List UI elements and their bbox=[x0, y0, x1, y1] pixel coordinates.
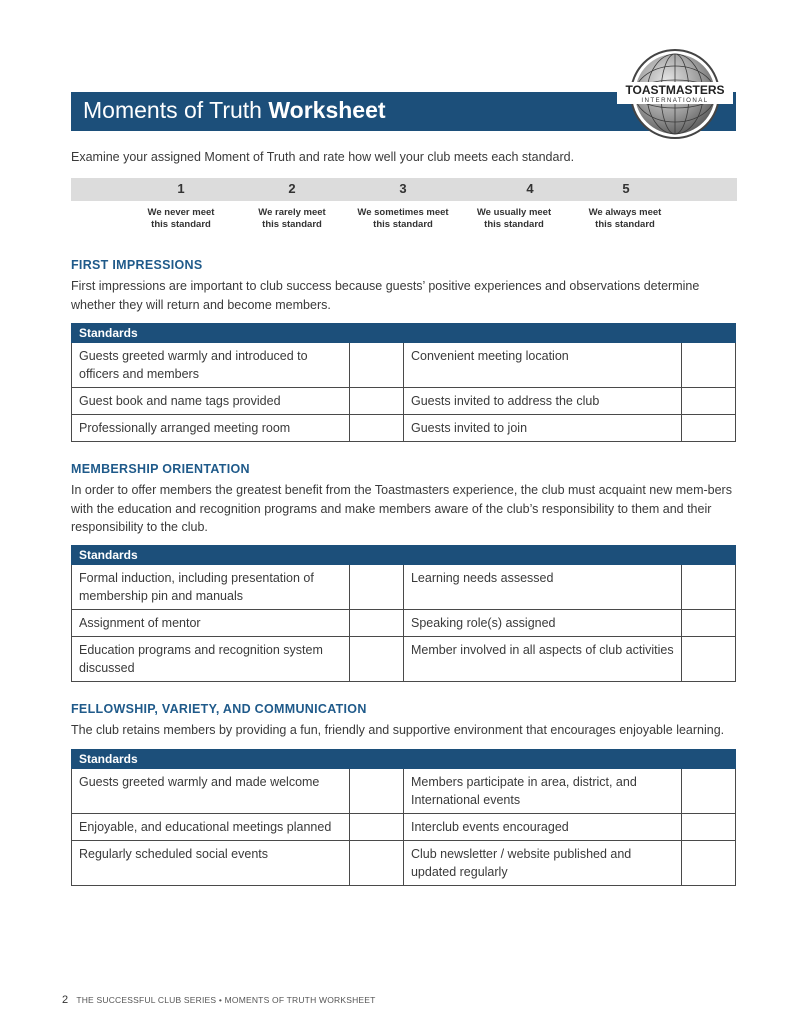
logo-subtext: INTERNATIONAL bbox=[641, 97, 709, 104]
standard-cell: Professionally arranged meeting room bbox=[72, 415, 350, 442]
table-row bbox=[72, 415, 736, 442]
table-header: Standards bbox=[72, 324, 736, 343]
rating-box[interactable] bbox=[349, 388, 403, 415]
table-row bbox=[72, 769, 736, 814]
standard-cell: Regularly scheduled social events bbox=[72, 841, 350, 886]
table-header: Standards bbox=[72, 750, 736, 769]
standards-table-first-impressions bbox=[71, 323, 736, 442]
rating-box[interactable] bbox=[349, 343, 403, 388]
rating-box[interactable] bbox=[681, 610, 735, 637]
scale-description: We sometimes meet this standard bbox=[357, 207, 449, 230]
section-description: First impressions are important to club success because guests’ positive experiences and observations determine whether they will return and become members. bbox=[71, 279, 700, 312]
standard-cell: Learning needs assessed bbox=[403, 565, 681, 610]
scale-description: We rarely meet this standard bbox=[258, 207, 326, 230]
scale-number: 5 bbox=[622, 181, 630, 196]
section-description: The club retains members by providing a fun, friendly and supportive environment that encourages enjoyable learning. bbox=[71, 723, 725, 737]
standard-cell: Interclub events encouraged bbox=[403, 814, 681, 841]
rating-box[interactable] bbox=[349, 637, 403, 682]
table-row bbox=[72, 565, 736, 610]
scale-number: 1 bbox=[177, 181, 185, 196]
rating-box[interactable] bbox=[349, 610, 403, 637]
standard-cell: Assignment of mentor bbox=[72, 610, 350, 637]
standard-cell: Enjoyable, and educational meetings planned bbox=[72, 814, 350, 841]
standard-cell: Members participate in area, district, and International events bbox=[403, 769, 681, 814]
table-row bbox=[72, 610, 736, 637]
scale-description: We usually meet this standard bbox=[476, 207, 552, 230]
table-row bbox=[72, 388, 736, 415]
page-title: Moments of Truth Worksheet bbox=[83, 97, 386, 123]
rating-box[interactable] bbox=[349, 814, 403, 841]
rating-box[interactable] bbox=[681, 841, 735, 886]
toastmasters-logo bbox=[617, 48, 733, 140]
section-heading-first-impressions: FIRST IMPRESSIONS bbox=[71, 258, 203, 272]
standard-cell: Formal induction, including presentation of membership pin and manuals bbox=[72, 565, 350, 610]
standard-cell: Guests greeted warmly and made welcome bbox=[72, 769, 350, 814]
rating-box[interactable] bbox=[681, 637, 735, 682]
table-row bbox=[72, 637, 736, 682]
rating-box[interactable] bbox=[349, 415, 403, 442]
standards-table-fellowship bbox=[71, 749, 736, 886]
scale-description: We never meet this standard bbox=[147, 207, 215, 230]
rating-box[interactable] bbox=[681, 343, 735, 388]
rating-box[interactable] bbox=[349, 769, 403, 814]
standard-cell: Guests greeted warmly and introduced to officers and members bbox=[72, 343, 350, 388]
rating-box[interactable] bbox=[349, 565, 403, 610]
standard-cell: Guest book and name tags provided bbox=[72, 388, 350, 415]
page-footer bbox=[62, 994, 376, 1006]
rating-box[interactable] bbox=[681, 388, 735, 415]
rating-box[interactable] bbox=[681, 769, 735, 814]
table-header: Standards bbox=[72, 546, 736, 565]
standard-cell: Club newsletter / website published and updated regularly bbox=[403, 841, 681, 886]
section-description: In order to offer members the greatest benefit from the Toastmasters experience, the club must acquaint new mem-bers with the education and recognition programs and make members aware of the club’s responsibility to them and their responsibility to the club. bbox=[71, 483, 732, 534]
table-row bbox=[72, 841, 736, 886]
scale-number: 4 bbox=[526, 181, 534, 196]
rating-box[interactable] bbox=[681, 415, 735, 442]
scale-description: We always meet this standard bbox=[588, 207, 662, 230]
standard-cell: Guests invited to address the club bbox=[403, 388, 681, 415]
section-heading-fellowship: FELLOWSHIP, VARIETY, AND COMMUNICATION bbox=[71, 702, 367, 716]
standard-cell: Education programs and recognition system discussed bbox=[72, 637, 350, 682]
rating-box[interactable] bbox=[681, 814, 735, 841]
standard-cell: Convenient meeting location bbox=[403, 343, 681, 388]
footer-text: THE SUCCESSFUL CLUB SERIES • MOMENTS OF TRUTH WORKSHEET bbox=[76, 995, 376, 1005]
table-row bbox=[72, 343, 736, 388]
section-heading-membership-orientation: MEMBERSHIP ORIENTATION bbox=[71, 462, 250, 476]
standard-cell: Guests invited to join bbox=[403, 415, 681, 442]
rating-box[interactable] bbox=[349, 841, 403, 886]
rating-scale-bar bbox=[71, 178, 737, 201]
standard-cell: Speaking role(s) assigned bbox=[403, 610, 681, 637]
rating-box[interactable] bbox=[681, 565, 735, 610]
intro-text: Examine your assigned Moment of Truth and rate how well your club meets each standard. bbox=[71, 150, 575, 164]
logo-text: TOASTMASTERS bbox=[625, 83, 725, 97]
scale-number: 2 bbox=[288, 181, 296, 196]
page-number: 2 bbox=[62, 994, 69, 1006]
standard-cell: Member involved in all aspects of club activities bbox=[403, 637, 681, 682]
scale-number: 3 bbox=[399, 181, 407, 196]
table-row bbox=[72, 814, 736, 841]
standards-table-membership-orientation bbox=[71, 545, 736, 682]
